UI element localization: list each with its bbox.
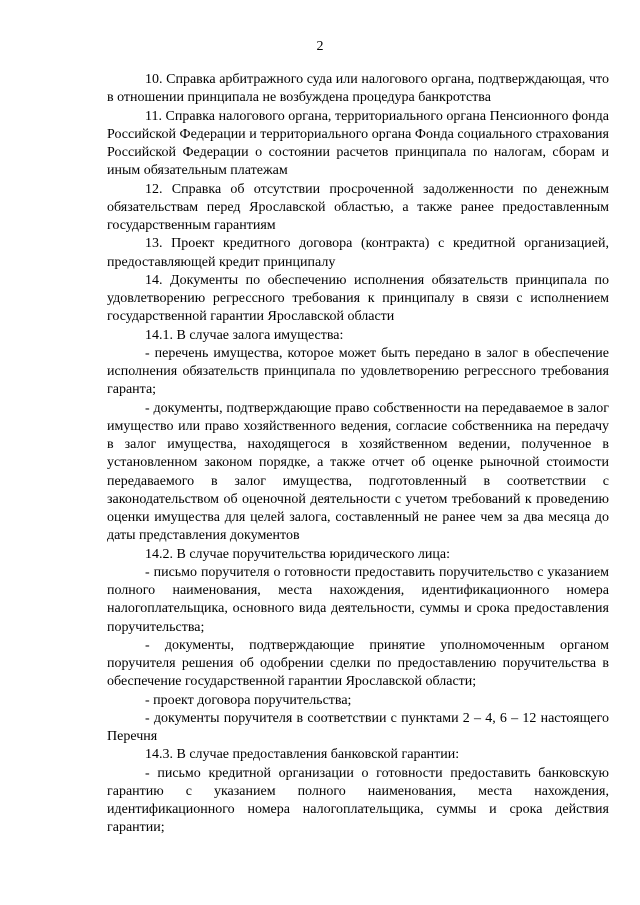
subsection-heading-14-1: 14.1. В случае залога имущества:	[145, 327, 344, 343]
list-item: - перечень имущества, которое может быть передано в залог в обеспечение исполнения обязательств принципала по удовлетворению регрессного требования гаранта;	[107, 345, 609, 398]
subsection-heading-14-3: 14.3. В случае предоставления банковской гарантии:	[145, 747, 460, 763]
paragraph-item-11: 11. Справка налогового органа, территориального органа Пенсионного фонда Российской Федерации и территориального органа Фонда социального страхования Российской Федерации о состоянии расчетов принципала по налогам, сборам и иным обязательным платежам	[107, 108, 609, 179]
list-item: - проект договора поручительства;	[145, 692, 352, 708]
paragraph-item-10: 10. Справка арбитражного суда или налогового органа, подтверждающая, что в отношении принципала не возбуждена процедура банкротства	[107, 72, 609, 106]
document-body	[107, 71, 609, 838]
list-item: - документы поручителя в соответствии с пунктами 2 – 4, 6 – 12 настоящего Перечня	[107, 710, 609, 744]
list-item: - письмо поручителя о готовности предоставить поручительство с указанием полного наименования, места нахождения, идентификационного номера налогоплательщика, основного вида деятельности, суммы и срока предоставления поручительства;	[107, 564, 609, 635]
paragraph-item-13: 13. Проект кредитного договора (контракта) с кредитной организацией, предоставляющей кредит принципалу	[107, 236, 609, 270]
list-item: - документы, подтверждающие принятие уполномоченным органом поручителя решения об одобрении сделки по предоставлению поручительства в обеспечение государственной гарантии Ярославской области;	[107, 637, 609, 690]
list-item: - документы, подтверждающие право собственности на передаваемое в залог имущество или право хозяйственного ведения, согласие собственника на передачу в залог имущества, находящегося в хозяйственном ведении, полученное в установленном законом порядке, а также отчет об оценке рыночной стоимости передаваемого в залог имущества, подготовленный в соответствии с законодательством об оценочной деятельности с учетом требований к проведению оценки имущества для целей залога, составленный не ранее чем за два месяца до даты представления документов	[107, 400, 609, 544]
subsection-heading-14-2: 14.2. В случае поручительства юридического лица:	[145, 546, 450, 562]
page-number: 2	[316, 39, 324, 54]
paragraph-item-14: 14. Документы по обеспечению исполнения обязательств принципала по удовлетворению регрессного требования к принципалу в связи с исполнением государственной гарантии Ярославской области	[107, 272, 609, 325]
list-item: - письмо кредитной организации о готовности предоставить банковскую гарантию с указанием полного наименования, места нахождения, идентификационного номера налогоплательщика, суммы и срока действия гарантии;	[107, 765, 609, 836]
paragraph-item-12: 12. Справка об отсутствии просроченной задолженности по денежным обязательствам перед Ярославской областью, а также ранее предоставленным государственным гарантиям	[107, 181, 609, 233]
